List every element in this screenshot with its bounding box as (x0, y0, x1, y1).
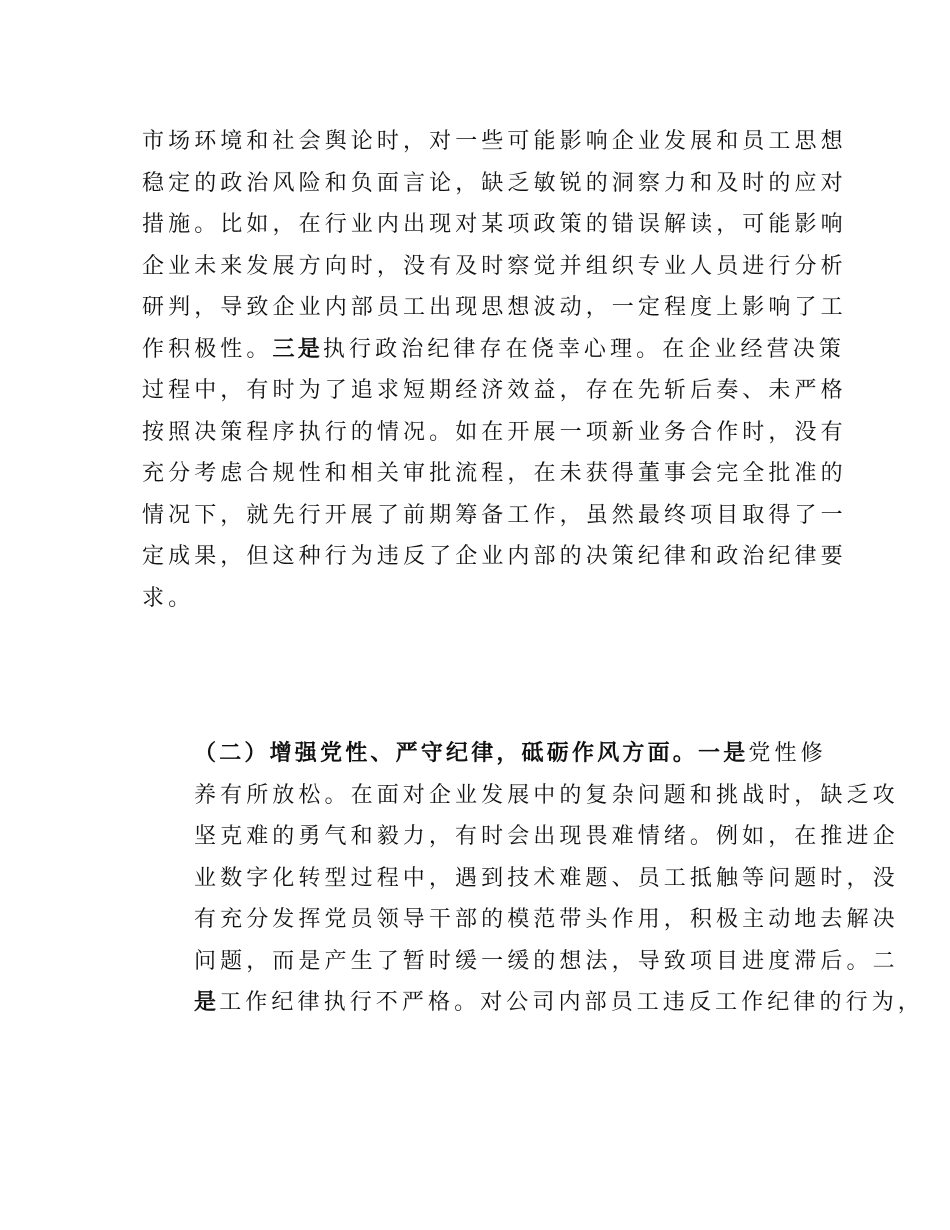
text-line: 稳定的政治风险和负面言论，缺乏敏锐的洞察力和及时的应对 (142, 170, 847, 196)
text-line: 问题，而是产生了暂时缓一缓的想法，导致项目进度滞后。二 (194, 948, 899, 974)
paragraph-political-discipline (142, 121, 847, 619)
text-line: 研判，导致企业内部员工出现思想波动，一定程度上影响了工 (142, 295, 847, 320)
text-line: 业数字化转型过程中，遇到技术难题、员工抵触等问题时，没 (194, 865, 899, 891)
text-line: 定成果，但这种行为违反了企业内部的决策纪律和政治纪律要 (142, 544, 847, 569)
text-line: 企业未来发展方向时，没有及时察觉并组织专业人员进行分析 (142, 253, 847, 279)
text-line: 充分考虑合规性和相关审批流程，在未获得董事会完全批准的 (142, 461, 847, 486)
section-heading-line (142, 733, 827, 775)
text-line-with-point-three (142, 329, 845, 371)
text-line: 措施。比如，在行业内出现对某项政策的错误解读，可能影响 (142, 212, 847, 237)
text-line: 养有所放松。在面对企业发展中的复杂问题和挑战时，缺乏攻 (194, 782, 899, 808)
text-line: 按照决策程序执行的情况。如在开展一项新业务合作时，没有 (142, 419, 847, 445)
text-segment: 党性修 (748, 741, 827, 766)
text-segment: 工作纪律执行不严格。对公司内部员工违反工作纪律的行为， (219, 990, 924, 1015)
text-line: 有充分发挥党员领导干部的模范带头作用，积极主动地去解决 (194, 907, 899, 932)
text-segment: 执行政治纪律存在侥幸心理。在企业经营决策 (322, 336, 845, 362)
paragraph-party-spirit (142, 733, 924, 1024)
text-line: 坚克难的勇气和毅力，有时会出现畏难情绪。例如，在推进企 (194, 824, 899, 849)
text-line: 市场环境和社会舆论时，对一些可能影响企业发展和员工思想 (142, 129, 847, 154)
text-segment: 作积极性。 (142, 336, 273, 362)
text-line: 情况下，就先行开展了前期筹备工作，虽然最终项目取得了一 (142, 502, 847, 528)
point-two-marker: 是 (194, 990, 220, 1015)
text-line: 过程中，有时为了追求短期经济效益，存在先斩后奏、未严格 (142, 378, 847, 403)
text-line-with-point-two (142, 982, 924, 1024)
text-line: 求。 (142, 585, 195, 611)
point-three-marker: 三是 (272, 336, 323, 362)
section-heading: （二）增强党性、严守纪律，砥砺作风方面。一是 (194, 741, 749, 766)
